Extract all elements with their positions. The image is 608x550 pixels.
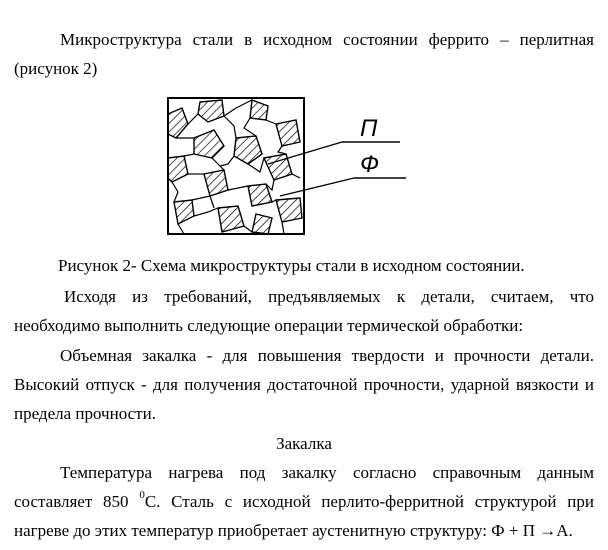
ferrite-label: Ф: [360, 151, 380, 178]
intro-line-1: Микроструктура стали в исходном состоянии феррито – перлитная: [60, 30, 594, 49]
quench-line-2-post: С. Сталь с исходной перлито-ферритной структурой при: [144, 492, 594, 511]
requirements-line-2: необходимо выполнить следующие операции термической обработки:: [14, 316, 524, 335]
operations-line-3: предела прочности.: [14, 404, 156, 423]
requirements-line-1: Исходя из требований, предъявляемых к детали, считаем, что: [64, 287, 594, 306]
figure-caption: Рисунок 2- Схема микроструктуры стали в исходном состоянии.: [58, 256, 525, 275]
intro-line-2: (рисунок 2): [14, 59, 98, 78]
pearlite-label: П: [360, 115, 378, 142]
microstructure-diagram: [164, 94, 414, 244]
microstructure-figure: [164, 94, 414, 244]
quench-line-1: Температура нагрева под закалку согласно справочным данным: [60, 463, 594, 482]
operations-line-2: Высокий отпуск - для получения достаточной прочности, ударной вязкости и: [14, 375, 594, 394]
operations-line-1: Объемная закалка - для повышения твердости и прочности детали.: [60, 346, 594, 365]
section-heading: Закалка: [276, 434, 332, 453]
quench-line-3: нагреве до этих температур приобретает аустенитную структуру: Ф + П →А.: [14, 521, 573, 540]
degree-superscript: 0: [139, 489, 145, 502]
quench-line-2: [14, 489, 594, 512]
quench-line-2-pre: составляет 850: [14, 492, 129, 511]
